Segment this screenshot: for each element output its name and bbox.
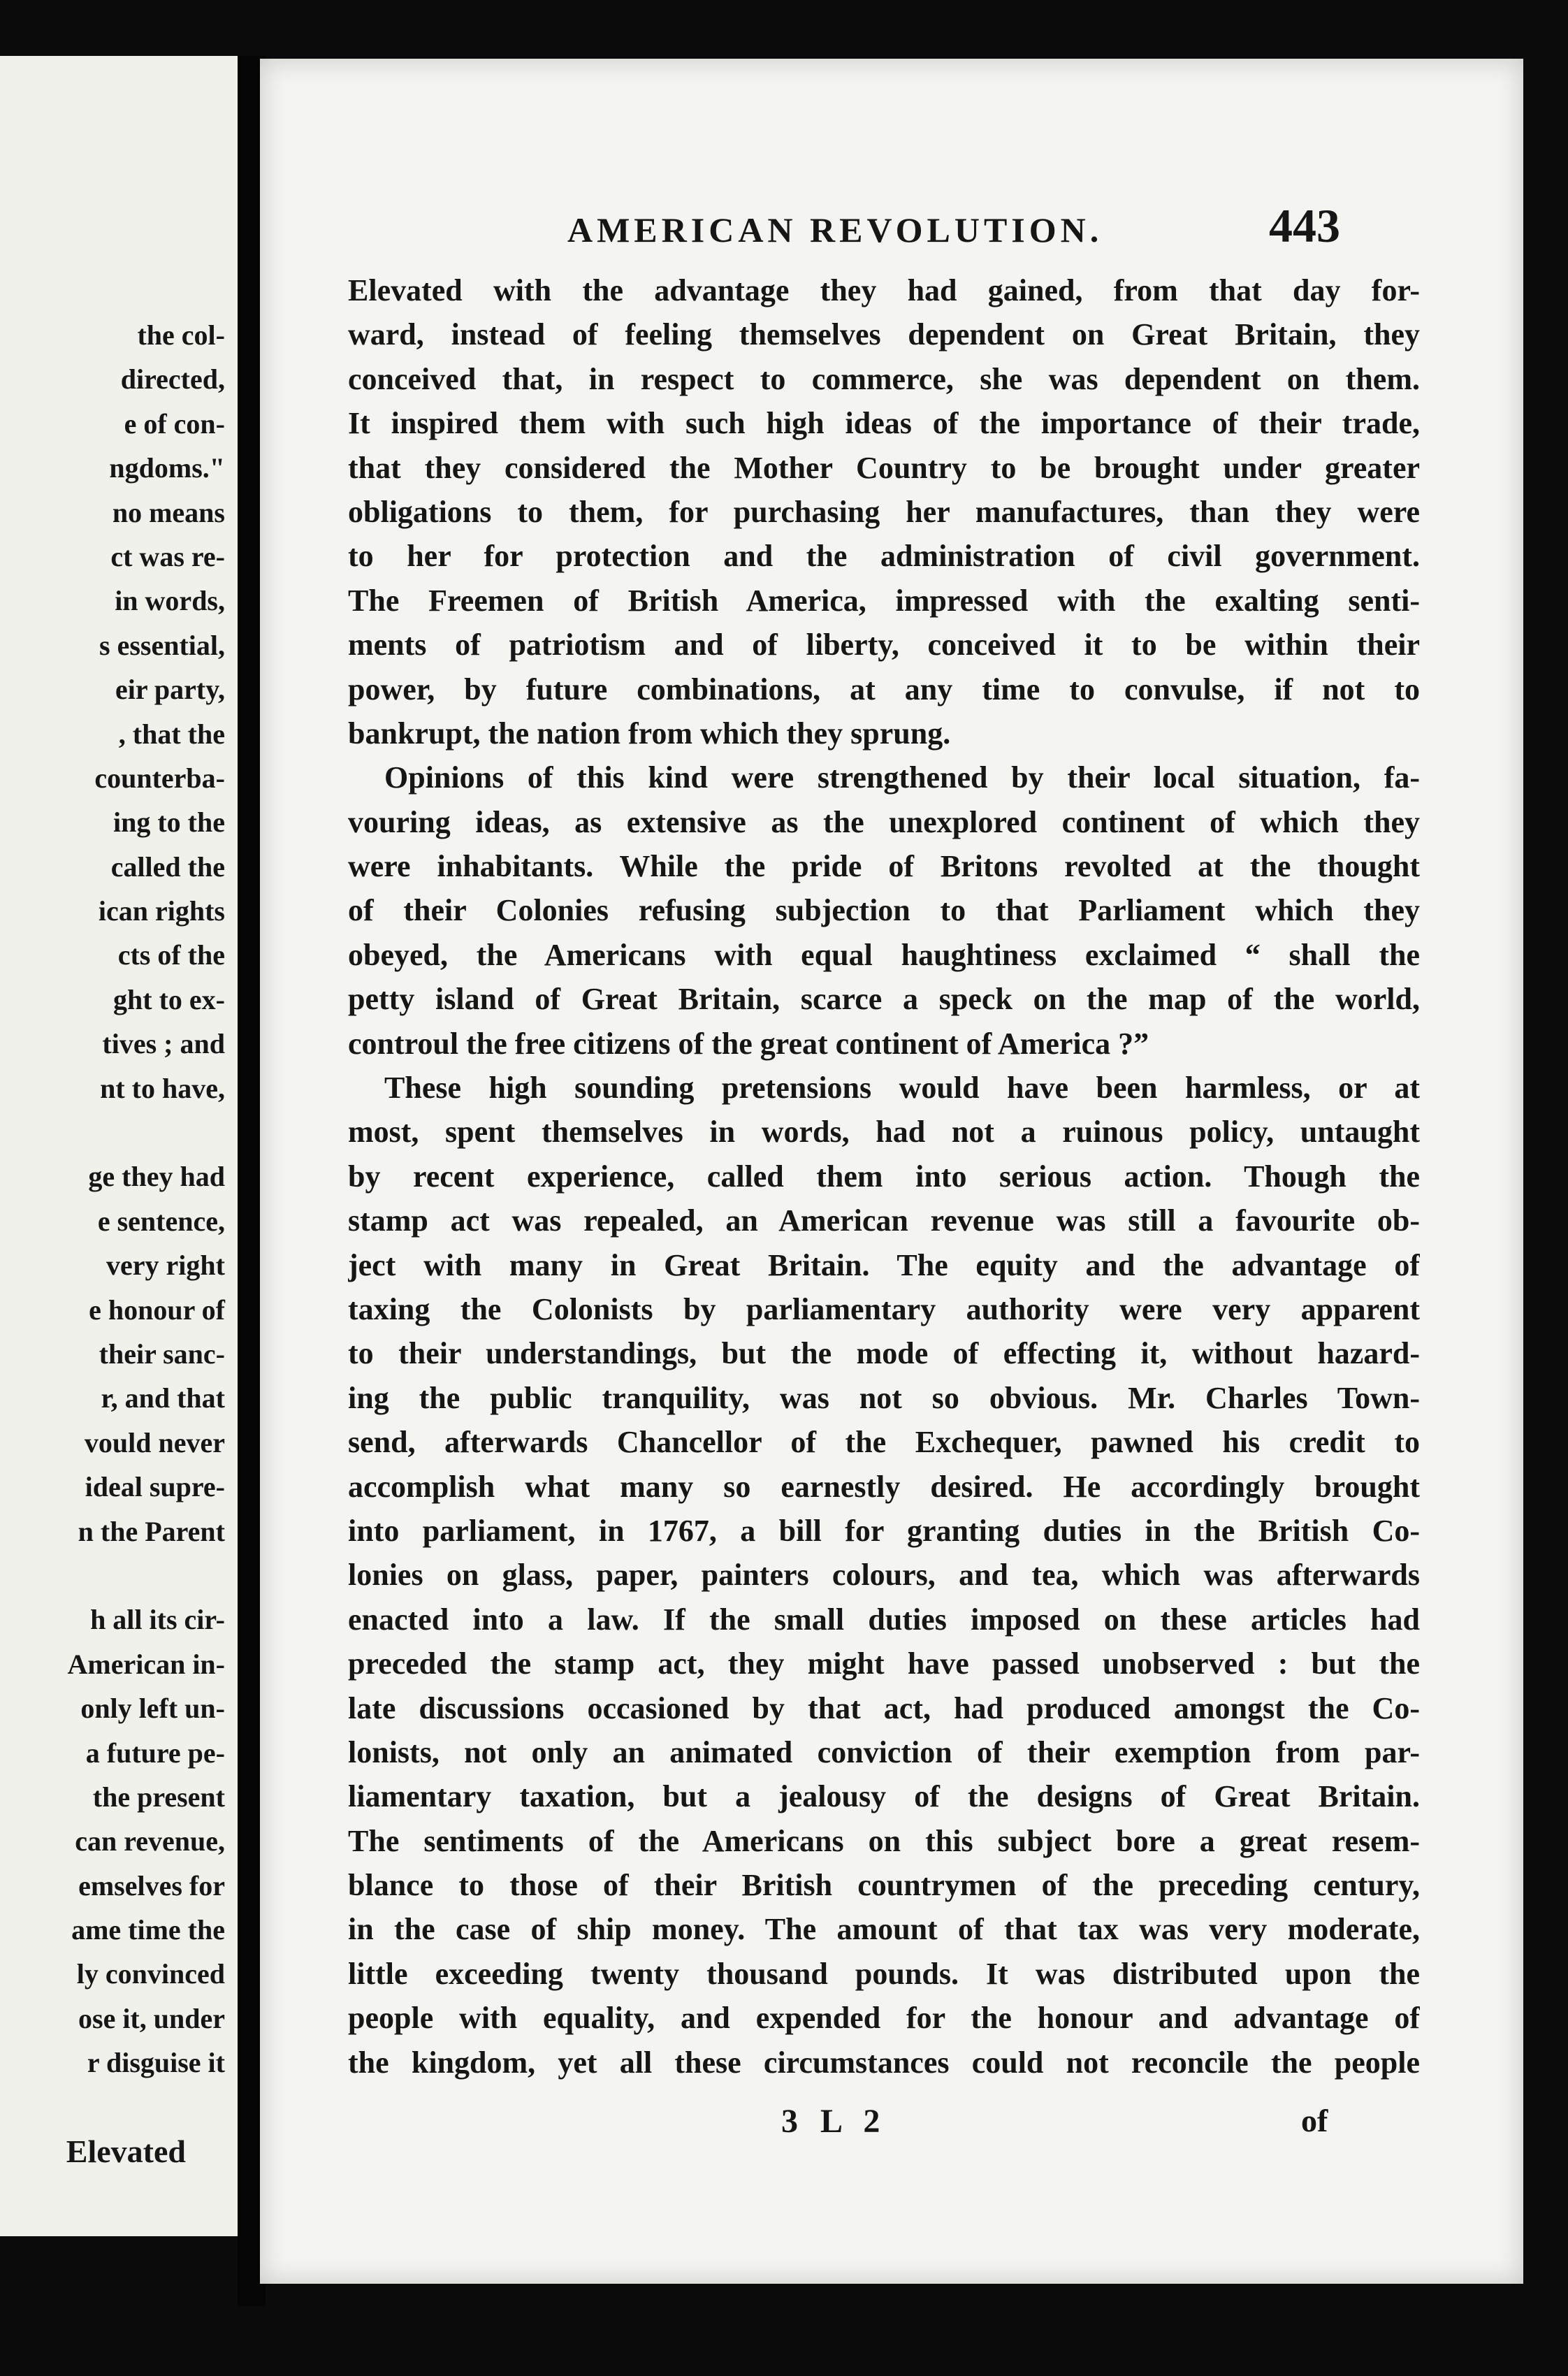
text-line: into parliament, in 1767, a bill for granting duties in the British Co- xyxy=(348,1513,1420,1548)
left-line: counterba- xyxy=(94,762,225,794)
text-line: of their Colonies refusing subjection to that Parliament which they xyxy=(348,893,1420,928)
text-line: were inhabitants. While the pride of Britons revolted at the thought xyxy=(348,849,1420,884)
left-line: very right xyxy=(106,1249,225,1282)
left-line: ican rights xyxy=(98,895,225,927)
left-line: only left un- xyxy=(80,1693,225,1725)
text-line: liamentary taxation, but a jealousy of the designs of Great Britain. xyxy=(348,1779,1420,1814)
left-line xyxy=(0,1110,225,1154)
text-line: controul the free citizens of the great continent of America ?” xyxy=(348,1026,1149,1061)
text-line: blance to those of their British countrymen of the preceding century, xyxy=(348,1868,1420,1903)
left-page-text xyxy=(0,313,225,2085)
text-line: in the case of ship money. The amount of that tax was very moderate, xyxy=(348,1912,1420,1947)
text-line: preceded the stamp act, they might have passed unobserved : but the xyxy=(348,1646,1420,1681)
left-line: their sanc- xyxy=(99,1338,225,1370)
left-line: cts of the xyxy=(117,939,225,971)
body-text xyxy=(348,268,1420,2085)
text-line: late discussions occasioned by that act, had produced amongst the Co- xyxy=(348,1690,1420,1725)
text-line: lonists, not only an animated conviction of their exemption from par- xyxy=(348,1734,1420,1769)
left-line: ame time the xyxy=(71,1914,225,1946)
left-line: vould never xyxy=(84,1426,225,1458)
text-line: ments of patriotism and of liberty, conceived it to be within their xyxy=(348,628,1420,662)
text-line: lonies on glass, paper, painters colours, and tea, which was afterwards xyxy=(348,1558,1420,1593)
left-line: eir party, xyxy=(115,674,225,706)
text-line: The sentiments of the Americans on this subject bore a great resem- xyxy=(348,1823,1420,1858)
left-line: ose it, under xyxy=(78,2002,225,2034)
left-line: ly convinced xyxy=(76,1958,225,1990)
text-line: the kingdom, yet all these circumstances could not reconcile the people xyxy=(348,2045,1420,2080)
left-line: e of con- xyxy=(124,407,225,440)
text-line: stamp act was repealed, an American revenue was still a favourite ob- xyxy=(348,1203,1420,1238)
text-line: people with equality, and expended for the honour and advantage of xyxy=(348,2001,1420,2036)
left-line: e honour of xyxy=(89,1294,225,1326)
text-line: by recent experience, called them into serious action. Though the xyxy=(348,1159,1420,1194)
left-line: ngdoms." xyxy=(109,452,225,484)
text-line: to their understandings, but the mode of effecting it, without hazard- xyxy=(348,1336,1420,1371)
signature-mark: 3 L 2 xyxy=(781,2103,887,2140)
left-line: can revenue, xyxy=(75,1825,225,1857)
left-line: ct was re- xyxy=(110,540,225,572)
text-line: ward, instead of feeling themselves dependent on Great Britain, they xyxy=(348,317,1420,352)
text-line: little exceeding twenty thousand pounds. It was distributed upon the xyxy=(348,1956,1420,1991)
text-line: taxing the Colonists by parliamentary authority were very apparent xyxy=(348,1291,1420,1326)
text-line: Elevated with the advantage they had gained, from that day for- xyxy=(348,273,1420,307)
left-page-fragment xyxy=(0,56,240,2236)
left-line: ing to the xyxy=(113,806,225,839)
text-line: obligations to them, for purchasing her manufactures, than they were xyxy=(348,494,1420,529)
text-line: accomplish what many so earnestly desired. He accordingly brought xyxy=(348,1469,1420,1504)
left-line: nt to have, xyxy=(100,1072,225,1104)
left-line: , that the xyxy=(118,718,225,750)
text-line: It inspired them with such high ideas of the importance of their trade, xyxy=(348,406,1420,441)
text-line: These high sounding pretensions would have been harmless, or at xyxy=(384,1071,1420,1106)
left-line: in words, xyxy=(115,585,225,617)
text-line: bankrupt, the nation from which they sprung. xyxy=(348,716,951,751)
left-line: s essential, xyxy=(99,629,225,661)
left-line: h all its cir- xyxy=(90,1604,225,1636)
left-line: r, and that xyxy=(101,1382,225,1414)
page-number: 443 xyxy=(1269,199,1340,252)
left-line: n the Parent xyxy=(78,1515,225,1547)
text-line: petty island of Great Britain, scarce a speck on the map of the world, xyxy=(348,982,1420,1017)
text-line: vouring ideas, as extensive as the unexplored continent of which they xyxy=(348,804,1420,839)
left-line: called the xyxy=(110,850,225,883)
left-line: a future pe- xyxy=(85,1737,225,1769)
text-line: ject with many in Great Britain. The equity and the advantage of xyxy=(348,1247,1420,1282)
left-line: tives ; and xyxy=(102,1028,225,1060)
left-line: ge they had xyxy=(88,1161,225,1193)
left-catchword: Elevated xyxy=(66,2134,186,2169)
text-line: Opinions of this kind were strengthened by their local situation, fa- xyxy=(384,760,1420,795)
text-line: enacted into a law. If the small duties imposed on these articles had xyxy=(348,1602,1420,1637)
running-title: AMERICAN REVOLUTION. xyxy=(567,210,1103,249)
text-line: send, afterwards Chancellor of the Exchequer, pawned his credit to xyxy=(348,1425,1420,1460)
left-line: the col- xyxy=(137,319,225,351)
catchword: of xyxy=(1301,2103,1328,2138)
text-line: The Freemen of British America, impressed with the exalting senti- xyxy=(348,583,1420,618)
text-line: conceived that, in respect to commerce, she was dependent on them. xyxy=(348,361,1420,396)
text-line: most, spent themselves in words, had not a ruinous policy, untaught xyxy=(348,1115,1420,1150)
left-line: no means xyxy=(112,496,225,528)
text-line: that they considered the Mother Country to be brought under greater xyxy=(348,450,1420,485)
running-head xyxy=(260,198,1523,261)
left-line: r disguise it xyxy=(87,2047,225,2079)
left-line: ideal supre- xyxy=(85,1471,225,1503)
left-line: emselves for xyxy=(78,1869,225,1901)
text-line: ing the public tranquility, was not so obvious. Mr. Charles Town- xyxy=(348,1380,1420,1415)
text-line: obeyed, the Americans with equal haughtiness exclaimed “ shall the xyxy=(348,937,1420,972)
left-line: ght to ex- xyxy=(113,983,225,1015)
left-line xyxy=(0,1553,225,1598)
left-line: the present xyxy=(92,1781,225,1813)
left-line: American in- xyxy=(67,1648,225,1680)
left-line: e sentence, xyxy=(97,1205,225,1237)
left-line: directed, xyxy=(120,363,225,396)
text-line: power, by future combinations, at any time to convulse, if not to xyxy=(348,672,1420,707)
text-line: to her for protection and the administration of civil government. xyxy=(348,539,1420,574)
right-page xyxy=(260,59,1523,2284)
